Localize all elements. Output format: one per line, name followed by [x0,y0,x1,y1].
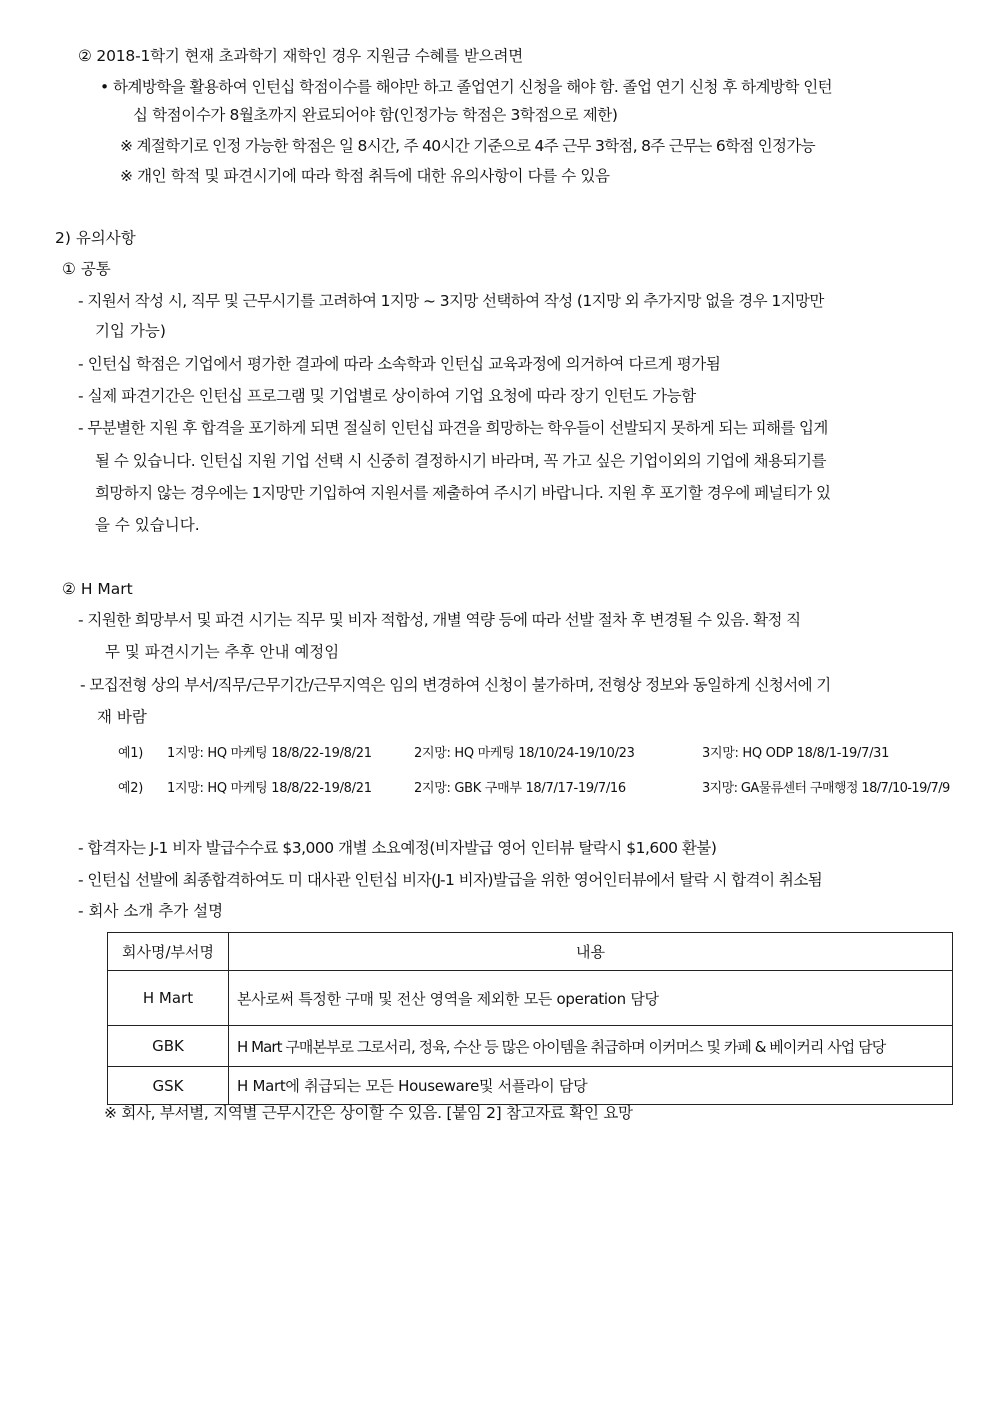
company-name-cell: H Mart [108,971,229,1026]
example-choice-3: 3지망: GA물류센터 구매행정 18/7/10-19/7/9 [702,781,950,796]
note: ※ 개인 학적 및 파견시기에 따라 학점 취득에 대한 유의사항이 다를 수 있음 [120,167,610,185]
common-heading: ① 공통 [62,260,111,278]
list-item-continuation: 을 수 있습니다. [95,516,200,534]
item2-heading: ② 2018-1학기 현재 초과학기 재학인 경우 지원금 수혜를 받으려면 [78,47,523,65]
list-item: - 실제 파견기간은 인턴십 프로그램 및 기업별로 상이하여 기업 요청에 따라 장기 인턴도 가능함 [78,387,696,405]
list-item-continuation: 기입 가능) [95,322,166,340]
company-desc-cell: H Mart 구매본부로 그로서리, 정육, 수산 등 많은 아이템을 취급하며 이커머스 및 카페 & 베이커리 사업 담당 [229,1026,953,1067]
list-item: - 회사 소개 추가 설명 [78,902,224,920]
column-header-company: 회사명/부서명 [108,933,229,971]
table-row [108,971,953,1026]
example-choice-1: 1지망: HQ 마케팅 18/8/22-19/8/21 [167,746,372,761]
table-row [108,1067,953,1105]
example-choice-2: 2지망: HQ 마케팅 18/10/24-19/10/23 [414,746,635,761]
list-item: - 모집전형 상의 부서/직무/근무기간/근무지역은 임의 변경하여 신청이 불가하며, 전형상 정보와 동일하게 신청서에 기 [80,676,831,694]
example-label: 예2) [118,781,144,796]
list-item: - 지원서 작성 시, 직무 및 근무시기를 고려하여 1지망 ~ 3지망 선택하여 작성 (1지망 외 추가지망 없을 경우 1지망만 [78,292,824,310]
list-item: - 합격자는 J-1 비자 발급수수료 $3,000 개별 소요예정(비자발급 영어 인터뷰 탈락시 $1,600 환불) [78,839,717,857]
list-item: - 지원한 희망부서 및 파견 시기는 직무 및 비자 적합성, 개별 역량 등에 따라 선발 절차 후 변경될 수 있음. 확정 직 [78,611,801,629]
example-choice-3: 3지망: HQ ODP 18/8/1-19/7/31 [702,746,890,761]
bullet-line: 십 학점이수가 8월초까지 완료되어야 함(인정가능 학점은 3학점으로 제한) [133,106,618,124]
example-choice-2: 2지망: GBK 구매부 18/7/17-19/7/16 [414,781,626,796]
table-header-row [108,933,953,971]
note: ※ 계절학기로 인정 가능한 학점은 일 8시간, 주 40시간 기준으로 4주 근무 3학점, 8주 근무는 6학점 인정가능 [120,137,815,155]
company-name-cell: GSK [108,1067,229,1105]
list-item: - 인턴십 학점은 기업에서 평가한 결과에 따라 소속학과 인턴십 교육과정에 의거하여 다르게 평가됨 [78,355,721,373]
column-header-content: 내용 [229,933,953,971]
bullet-line: • 하계방학을 활용하여 인턴십 학점이수를 해야만 하고 졸업연기 신청을 해야 함. 졸업 연기 신청 후 하계방학 인턴 [100,78,833,96]
company-desc-cell: 본사로써 특정한 구매 및 전산 영역을 제외한 모든 operation 담당 [229,971,953,1026]
list-item-continuation: 재 바람 [97,708,147,726]
footer-note: ※ 회사, 부서별, 지역별 근무시간은 상이할 수 있음. [붙임 2] 참고자료 확인 요망 [104,1104,633,1122]
company-desc-cell: H Mart에 취급되는 모든 Houseware및 서플라이 담당 [229,1067,953,1105]
list-item-continuation: 무 및 파견시기는 추후 안내 예정임 [105,643,340,661]
list-item: - 인턴십 선발에 최종합격하여도 미 대사관 인턴십 비자(J-1 비자)발급을 위한 영어인터뷰에서 탈락 시 합격이 취소됨 [78,871,823,889]
company-table [107,932,953,1105]
hmart-heading: ② H Mart [62,580,133,598]
list-item: - 무분별한 지원 후 합격을 포기하게 되면 절실히 인턴십 파견을 희망하는 학우들이 선발되지 못하게 되는 피해를 입게 [78,419,828,437]
table-row [108,1026,953,1067]
example-label: 예1) [118,746,144,761]
list-item-continuation: 희망하지 않는 경우에는 1지망만 기입하여 지원서를 제출하여 주시기 바랍니다. 지원 후 포기할 경우에 페널티가 있 [95,484,831,502]
cautions-heading: 2) 유의사항 [55,229,136,247]
example-choice-1: 1지망: HQ 마케팅 18/8/22-19/8/21 [167,781,372,796]
company-name-cell: GBK [108,1026,229,1067]
list-item-continuation: 될 수 있습니다. 인턴십 지원 기업 선택 시 신중히 결정하시기 바라며, 꼭 가고 싶은 기업이외의 기업에 채용되기를 [95,452,826,470]
